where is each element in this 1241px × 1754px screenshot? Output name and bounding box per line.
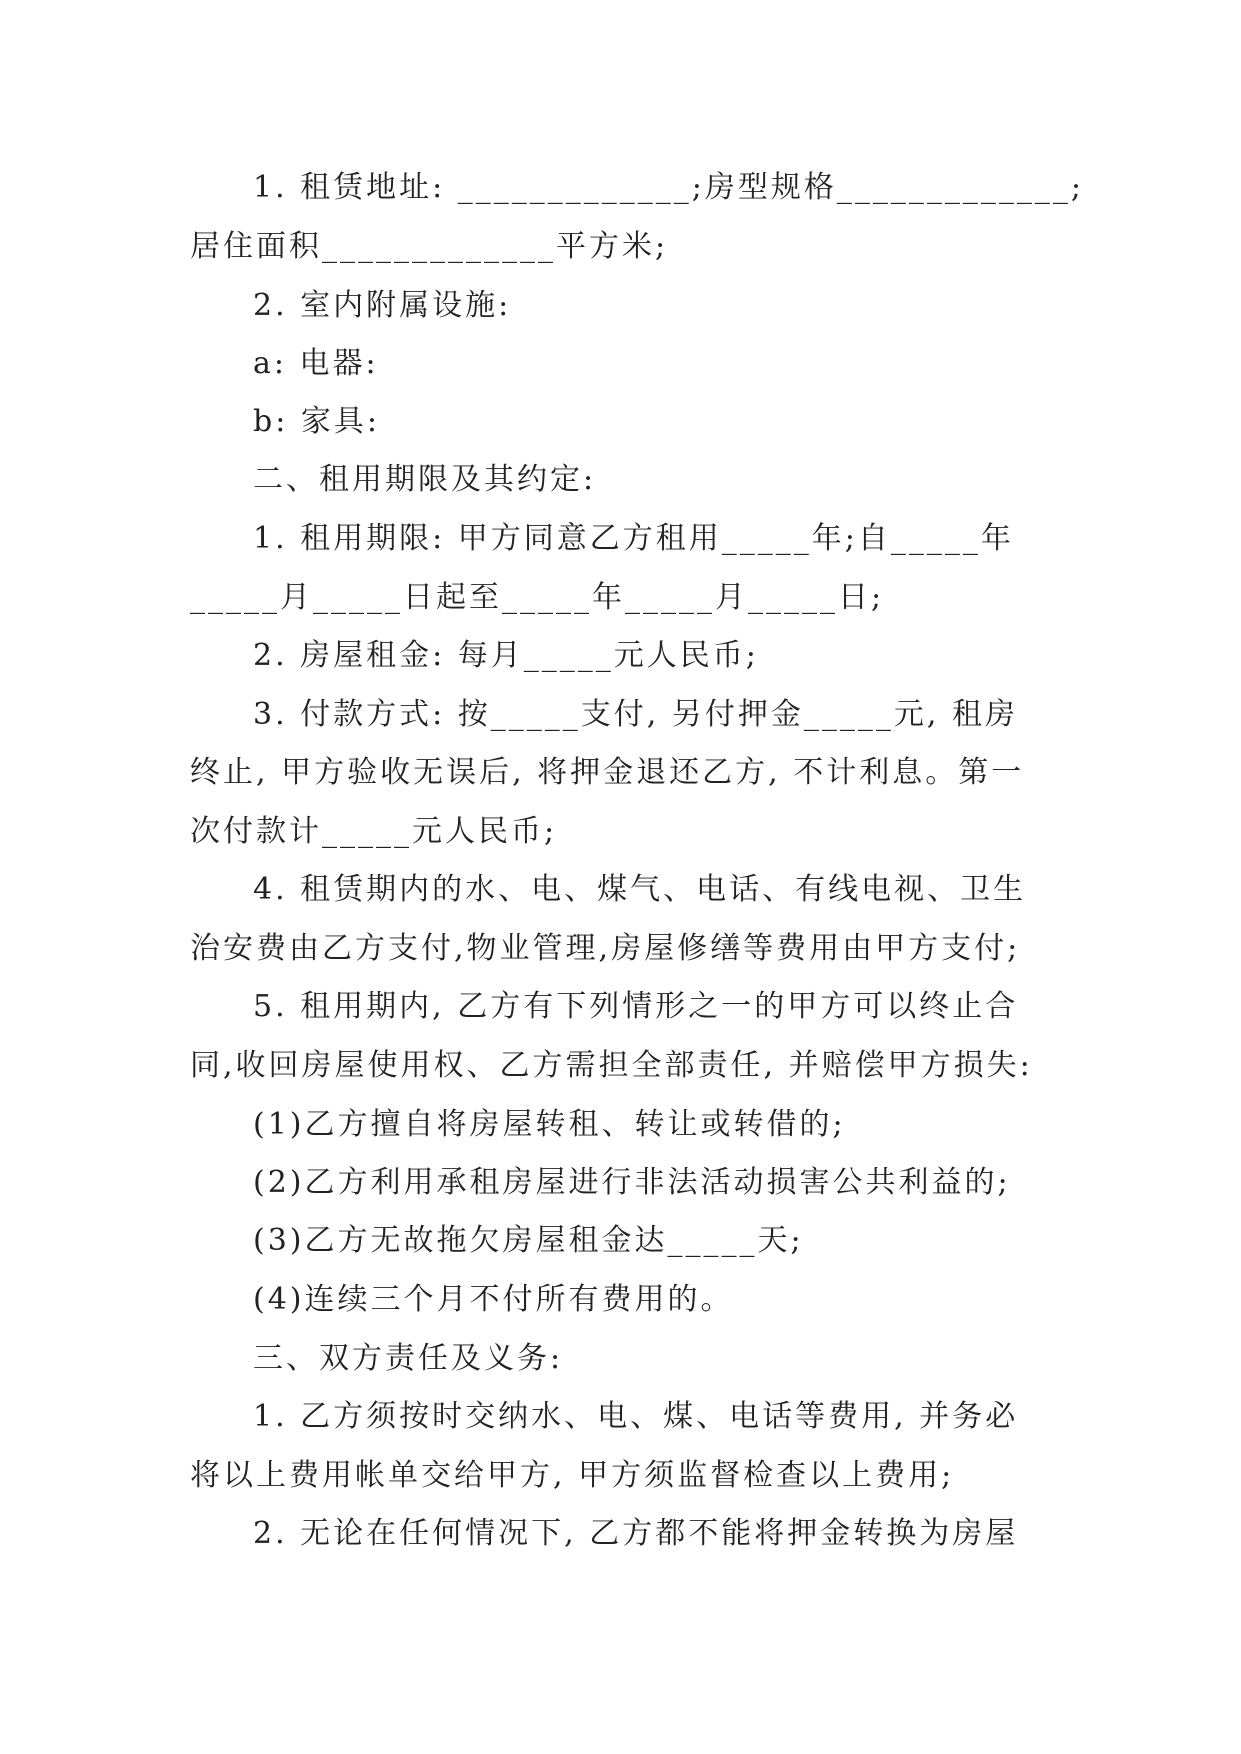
- text-line-utilities: 4. 租赁期内的水、电、煤气、电话、有线电视、卫生: [253, 872, 1027, 907]
- text-line-termination: 5. 租用期内, 乙方有下列情形之一的甲方可以终止合: [253, 989, 1019, 1024]
- section-heading-term: 二、租用期限及其约定:: [253, 462, 597, 497]
- text-line-furniture: b: 家具:: [253, 404, 380, 439]
- list-item-unpaid-fees: (4)连续三个月不付所有费用的。: [253, 1282, 734, 1317]
- text-line-rent: 2. 房屋租金: 每月_____元人民币;: [253, 638, 759, 673]
- text-line-payment-method: 3. 付款方式: 按_____支付, 另付押金_____元, 租房: [253, 697, 1018, 732]
- text-line-lease-dates: _____月_____日起至_____年_____月_____日;: [190, 580, 885, 615]
- text-line-address: 1. 租赁地址: _____________;房型规格_____________;: [253, 170, 1085, 205]
- list-item-illegal-use: (2)乙方利用承租房屋进行非法活动损害公共利益的;: [253, 1165, 1011, 1200]
- text-line-living-area: 居住面积_____________平方米;: [190, 229, 669, 264]
- text-line-pay-fees-cont: 将以上费用帐单交给甲方, 甲方须监督检查以上费用;: [190, 1458, 955, 1493]
- text-line-facilities: 2. 室内附属设施:: [253, 288, 512, 323]
- text-line-payment-cont: 终止, 甲方验收无误后, 将押金退还乙方, 不计利息。第一: [190, 755, 1025, 790]
- text-line-first-payment: 次付款计_____元人民币;: [190, 814, 558, 849]
- text-line-utilities-cont: 治安费由乙方支付,物业管理,房屋修缮等费用由甲方支付;: [190, 931, 1021, 966]
- section-heading-responsibilities: 三、双方责任及义务:: [253, 1341, 564, 1376]
- text-line-lease-term: 1. 租用期限: 甲方同意乙方租用_____年;自_____年: [253, 521, 1014, 556]
- list-item-rent-arrears: (3)乙方无故拖欠房屋租金达_____天;: [253, 1223, 804, 1258]
- text-line-termination-cont: 同,收回房屋使用权、乙方需担全部责任, 并赔偿甲方损失:: [190, 1048, 1033, 1083]
- list-item-sublet: (1)乙方擅自将房屋转租、转让或转借的;: [253, 1107, 846, 1142]
- text-line-deposit: 2. 无论在任何情况下, 乙方都不能将押金转换为房屋: [253, 1516, 1019, 1551]
- text-line-appliances: a: 电器:: [253, 346, 379, 381]
- text-line-pay-fees: 1. 乙方须按时交纳水、电、煤、电话等费用, 并务必: [253, 1399, 1019, 1434]
